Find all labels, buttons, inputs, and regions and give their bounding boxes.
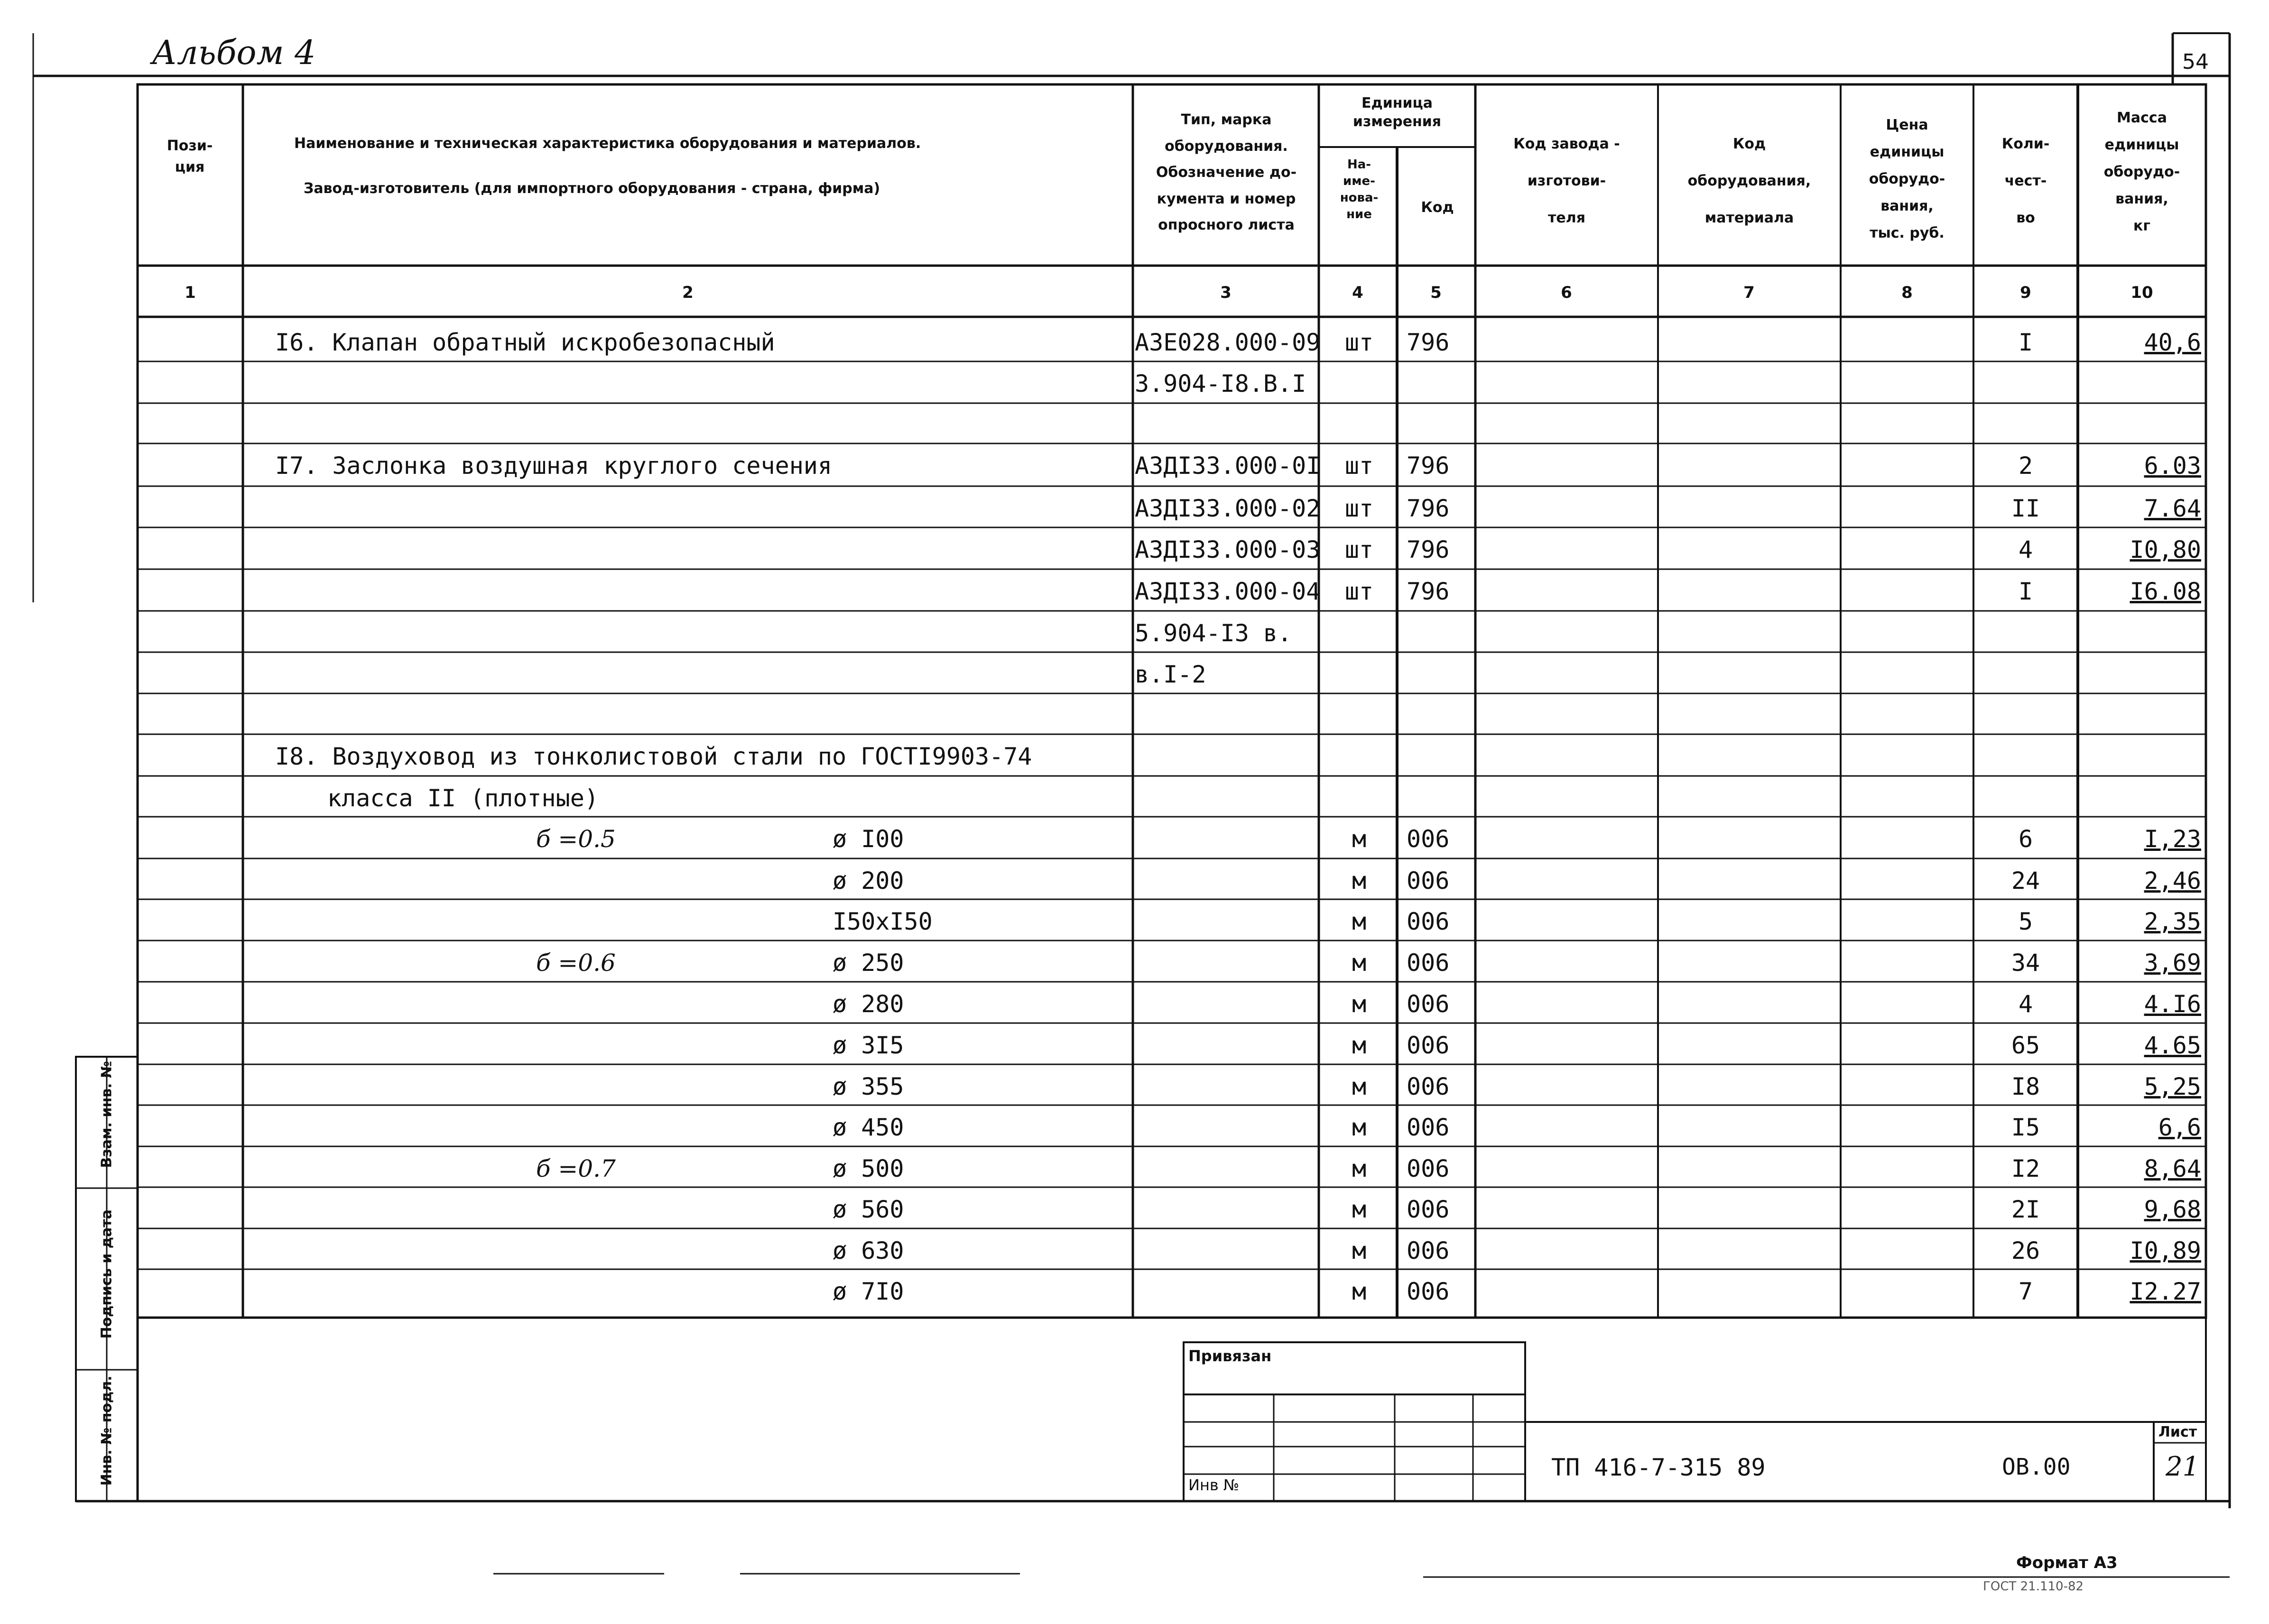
- unit-mass: I0,89: [2130, 1237, 2201, 1264]
- unit-name: м: [1352, 949, 1367, 977]
- quantity: 24: [2011, 867, 2040, 895]
- unit-code: 796: [1407, 329, 1450, 356]
- gost-label: ГОСТ 21.110-82: [1983, 1579, 2084, 1594]
- duct-size: ø 200: [833, 867, 904, 895]
- wall-thickness: б =0.5: [536, 825, 616, 853]
- unit-name: м: [1352, 867, 1367, 895]
- stamp-privyazan: Привязан: [1188, 1347, 1272, 1365]
- unit-code: 006: [1407, 867, 1450, 895]
- unit-code: 006: [1407, 1196, 1450, 1223]
- unit-code: 796: [1407, 536, 1450, 563]
- unit-mass: 6,6: [2158, 1114, 2201, 1141]
- header-unit: Единица измерения: [1352, 95, 1442, 130]
- quantity: 2I: [2011, 1196, 2040, 1223]
- unit-name: м: [1352, 1073, 1367, 1100]
- quantity: 34: [2011, 949, 2040, 977]
- header-quantity: Коли- чест- во: [2001, 136, 2050, 226]
- column-number: 3: [1220, 283, 1232, 302]
- unit-mass: 8,64: [2144, 1155, 2201, 1182]
- item-name: I7. Заслонка воздушная круглого сечения: [275, 452, 832, 480]
- unit-mass: 4.65: [2144, 1032, 2201, 1059]
- column-number: 1: [185, 283, 196, 302]
- unit-mass: I6.08: [2130, 578, 2201, 605]
- unit-code: 796: [1407, 495, 1450, 522]
- quantity: I8: [2011, 1073, 2040, 1100]
- quantity: II: [2011, 495, 2040, 522]
- duct-size: ø 7I0: [833, 1278, 904, 1305]
- unit-mass: I,23: [2144, 825, 2201, 853]
- unit-name: шт: [1344, 329, 1374, 356]
- quantity: 2: [2018, 452, 2033, 480]
- header-unit-name: На- име- нова- ние: [1340, 157, 1379, 222]
- stamp-inv-no: Инв №: [1188, 1476, 1240, 1494]
- unit-code: 006: [1407, 1237, 1450, 1264]
- quantity: I: [2018, 578, 2033, 605]
- quantity: 5: [2018, 908, 2033, 935]
- side-label-podpis: Подпись и дата: [98, 1209, 115, 1339]
- unit-name: шт: [1344, 452, 1374, 480]
- unit-mass: 3,69: [2144, 949, 2201, 977]
- column-number: 5: [1430, 283, 1442, 302]
- header-mass: Масса единицы оборудо- вания, кг: [2103, 110, 2180, 234]
- quantity: I2: [2011, 1155, 2040, 1182]
- quantity: 4: [2018, 536, 2033, 563]
- wall-thickness: б =0.7: [536, 1155, 616, 1182]
- column-number: 4: [1352, 283, 1363, 302]
- unit-name: шт: [1344, 578, 1374, 605]
- duct-size: ø 500: [833, 1155, 904, 1182]
- type-mark: АЗДI33.000-02: [1135, 495, 1321, 522]
- unit-name: шт: [1344, 536, 1374, 563]
- column-number: 2: [682, 283, 694, 302]
- unit-mass: 9,68: [2144, 1196, 2201, 1223]
- unit-code: 006: [1407, 1032, 1450, 1059]
- quantity: 6: [2018, 825, 2033, 853]
- unit-mass: 2,35: [2144, 908, 2201, 935]
- unit-mass: 4.I6: [2144, 990, 2201, 1018]
- unit-name: м: [1352, 908, 1367, 935]
- unit-mass: I2.27: [2130, 1278, 2201, 1305]
- type-mark: АЗДI33.000-03: [1135, 536, 1321, 563]
- type-mark: АЗДI33.000-0I: [1135, 452, 1321, 480]
- album-title: Альбом 4: [152, 33, 316, 72]
- unit-code: 006: [1407, 1114, 1450, 1141]
- duct-size: ø 3I5: [833, 1032, 904, 1059]
- quantity: I: [2018, 329, 2033, 356]
- unit-code: 006: [1407, 949, 1450, 977]
- header-price: Цена единицы оборудо- вания, тыс. руб.: [1869, 117, 1945, 241]
- unit-name: м: [1352, 1155, 1367, 1182]
- unit-name: м: [1352, 1114, 1367, 1141]
- type-mark: 3.904-I8.В.I: [1135, 370, 1306, 397]
- unit-mass: 6.03: [2144, 452, 2201, 480]
- quantity: 65: [2011, 1032, 2040, 1059]
- header-factory-code: Код завода - изготови- теля: [1513, 136, 1620, 226]
- unit-code: 006: [1407, 1155, 1450, 1182]
- unit-mass: 2,46: [2144, 867, 2201, 895]
- header-manufacturer: Завод-изготовитель (для импортного оборудования - страна, фирма): [304, 180, 880, 197]
- unit-name: м: [1352, 990, 1367, 1018]
- unit-name: м: [1352, 1032, 1367, 1059]
- stamp-list-label: Лист: [2158, 1424, 2197, 1440]
- quantity: I5: [2011, 1114, 2040, 1141]
- duct-size: ø 280: [833, 990, 904, 1018]
- column-number: 7: [1743, 283, 1755, 302]
- unit-code: 006: [1407, 908, 1450, 935]
- header-position: Пози- ция: [167, 138, 213, 175]
- unit-code: 006: [1407, 990, 1450, 1018]
- side-label-vzam: Взам. инв. №: [98, 1061, 115, 1168]
- type-mark: АЗЕ028.000-09: [1135, 329, 1321, 356]
- wall-thickness: б =0.6: [536, 949, 616, 977]
- item-name: класса II (плотные): [327, 784, 599, 812]
- type-mark: в.I-2: [1135, 661, 1206, 688]
- quantity: 4: [2018, 990, 2033, 1018]
- side-label-inv: Инв. № подл.: [98, 1375, 115, 1486]
- unit-name: м: [1352, 825, 1367, 853]
- unit-code: 796: [1407, 578, 1450, 605]
- item-name: I6. Клапан обратный искробезопасный: [275, 329, 775, 356]
- quantity: 7: [2018, 1278, 2033, 1305]
- unit-code: 796: [1407, 452, 1450, 480]
- unit-name: м: [1352, 1237, 1367, 1264]
- duct-size: ø 250: [833, 949, 904, 977]
- duct-size: ø 450: [833, 1114, 904, 1141]
- header-unit-code: Код: [1421, 199, 1454, 216]
- page-number: 54: [2182, 50, 2209, 74]
- duct-size: ø 560: [833, 1196, 904, 1223]
- duct-size: I50xI50: [833, 908, 933, 935]
- header-name: Наименование и техническая характеристика оборудования и материалов.: [294, 135, 921, 152]
- unit-name: м: [1352, 1196, 1367, 1223]
- quantity: 26: [2011, 1237, 2040, 1264]
- unit-name: шт: [1344, 495, 1374, 522]
- stamp-doc-code: ТП 416-7-315 89: [1551, 1454, 1766, 1481]
- type-mark: 5.904-I3 в.: [1135, 619, 1292, 647]
- stamp-section: ОВ.00: [2002, 1454, 2071, 1480]
- header-type: Тип, марка оборудования. Обозначение до- кумента и номер опросного листа: [1156, 111, 1297, 233]
- unit-mass: 7.64: [2144, 495, 2201, 522]
- item-name: I8. Воздуховод из тонколистовой стали по ГОСТI9903-74: [275, 743, 1032, 770]
- unit-mass: I0,80: [2130, 536, 2201, 563]
- duct-size: ø I00: [833, 825, 904, 853]
- stamp-list-number: 21: [2166, 1451, 2200, 1482]
- unit-code: 006: [1407, 1278, 1450, 1305]
- column-number: 6: [1561, 283, 1572, 302]
- unit-name: м: [1352, 1278, 1367, 1305]
- type-mark: АЗДI33.000-04: [1135, 578, 1321, 605]
- column-number: 8: [1901, 283, 1913, 302]
- header-equipment-code: Код оборудования, материала: [1687, 136, 1811, 226]
- duct-size: ø 630: [833, 1237, 904, 1264]
- format-label: Формат А3: [2016, 1553, 2118, 1572]
- column-number: 10: [2130, 283, 2153, 302]
- unit-code: 006: [1407, 825, 1450, 853]
- column-number: 9: [2020, 283, 2031, 302]
- duct-size: ø 355: [833, 1073, 904, 1100]
- unit-code: 006: [1407, 1073, 1450, 1100]
- unit-mass: 40,6: [2144, 329, 2201, 356]
- unit-mass: 5,25: [2144, 1073, 2201, 1100]
